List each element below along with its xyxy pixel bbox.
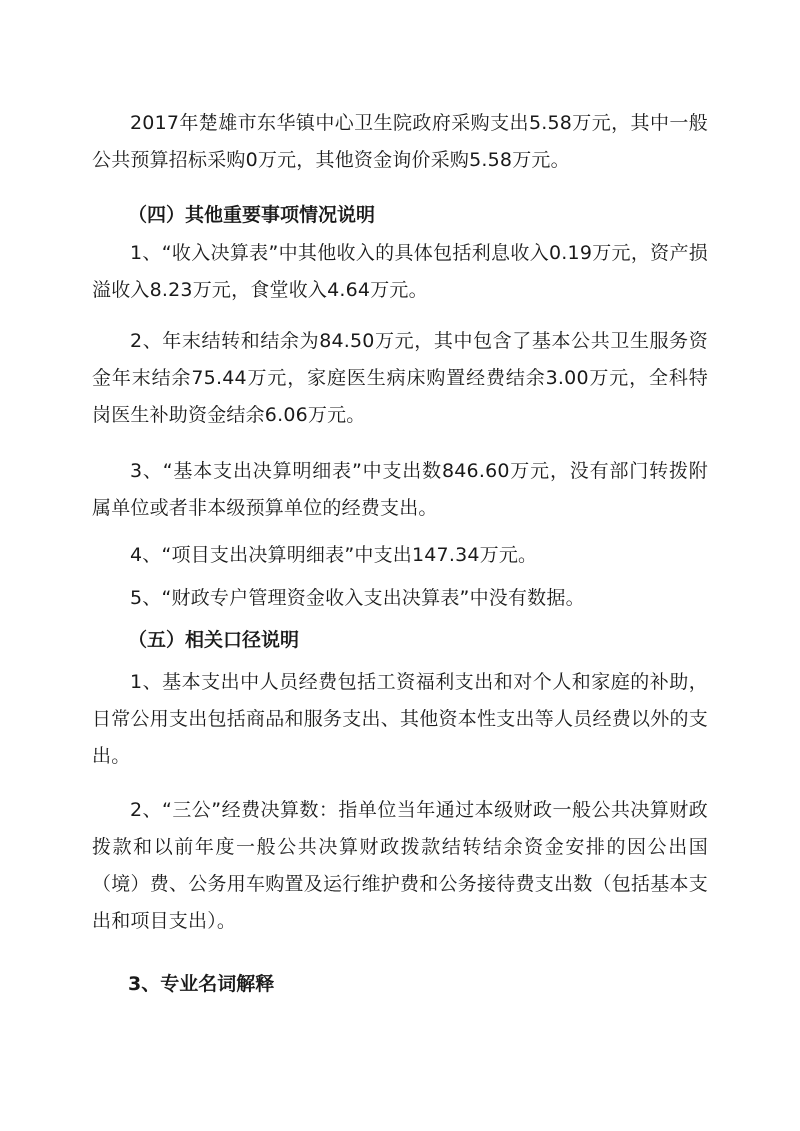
paragraph-other-income: 1、“收入决算表”中其他收入的具体包括利息收入0.19万元，资产损溢收入8.23万元，食堂收入4.64万元。 — [92, 242, 708, 301]
section-heading-definitions: （五）相关口径说明 — [128, 629, 300, 651]
paragraph-project-expenditure: 4、“项目支出决算明细表”中支出147.34万元。 — [130, 544, 538, 566]
section-heading-other-matters: （四）其他重要事项情况说明 — [128, 204, 376, 226]
paragraph-special-account: 5、“财政专户管理资金收入支出决算表”中没有数据。 — [130, 587, 585, 609]
paragraph-year-end-balance: 2、年末结转和结余为84.50万元，其中包含了基本公共卫生服务资金年末结余75.44万元，家庭医生病床购置经费结余3.00万元，全科特岗医生补助资金结余6.06万元。 — [92, 330, 708, 426]
paragraph-basic-expenditure: 3、“基本支出决算明细表”中支出数846.60万元，没有部门转拨附属单位或者非本级预算单位的经费支出。 — [92, 460, 708, 519]
section-heading-terms: 3、专业名词解释 — [128, 973, 275, 995]
paragraph-procurement: 2017年楚雄市东华镇中心卫生院政府采购支出5.58万元，其中一般公共预算招标采购0万元，其他资金询价采购5.58万元。 — [92, 112, 708, 171]
paragraph-three-public-expenses: 2、“三公”经费决算数：指单位当年通过本级财政一般公共决算财政拨款和以前年度一般公共决算财政拨款结转结余资金安排的因公出国（境）费、公务用车购置及运行维护费和公务接待费支出数（包括基本支出和项目支出）。 — [92, 799, 708, 932]
paragraph-personnel-expenses: 1、基本支出中人员经费包括工资福利支出和对个人和家庭的补助，日常公用支出包括商品和服务支出、其他资本性支出等人员经费以外的支出。 — [92, 671, 708, 767]
